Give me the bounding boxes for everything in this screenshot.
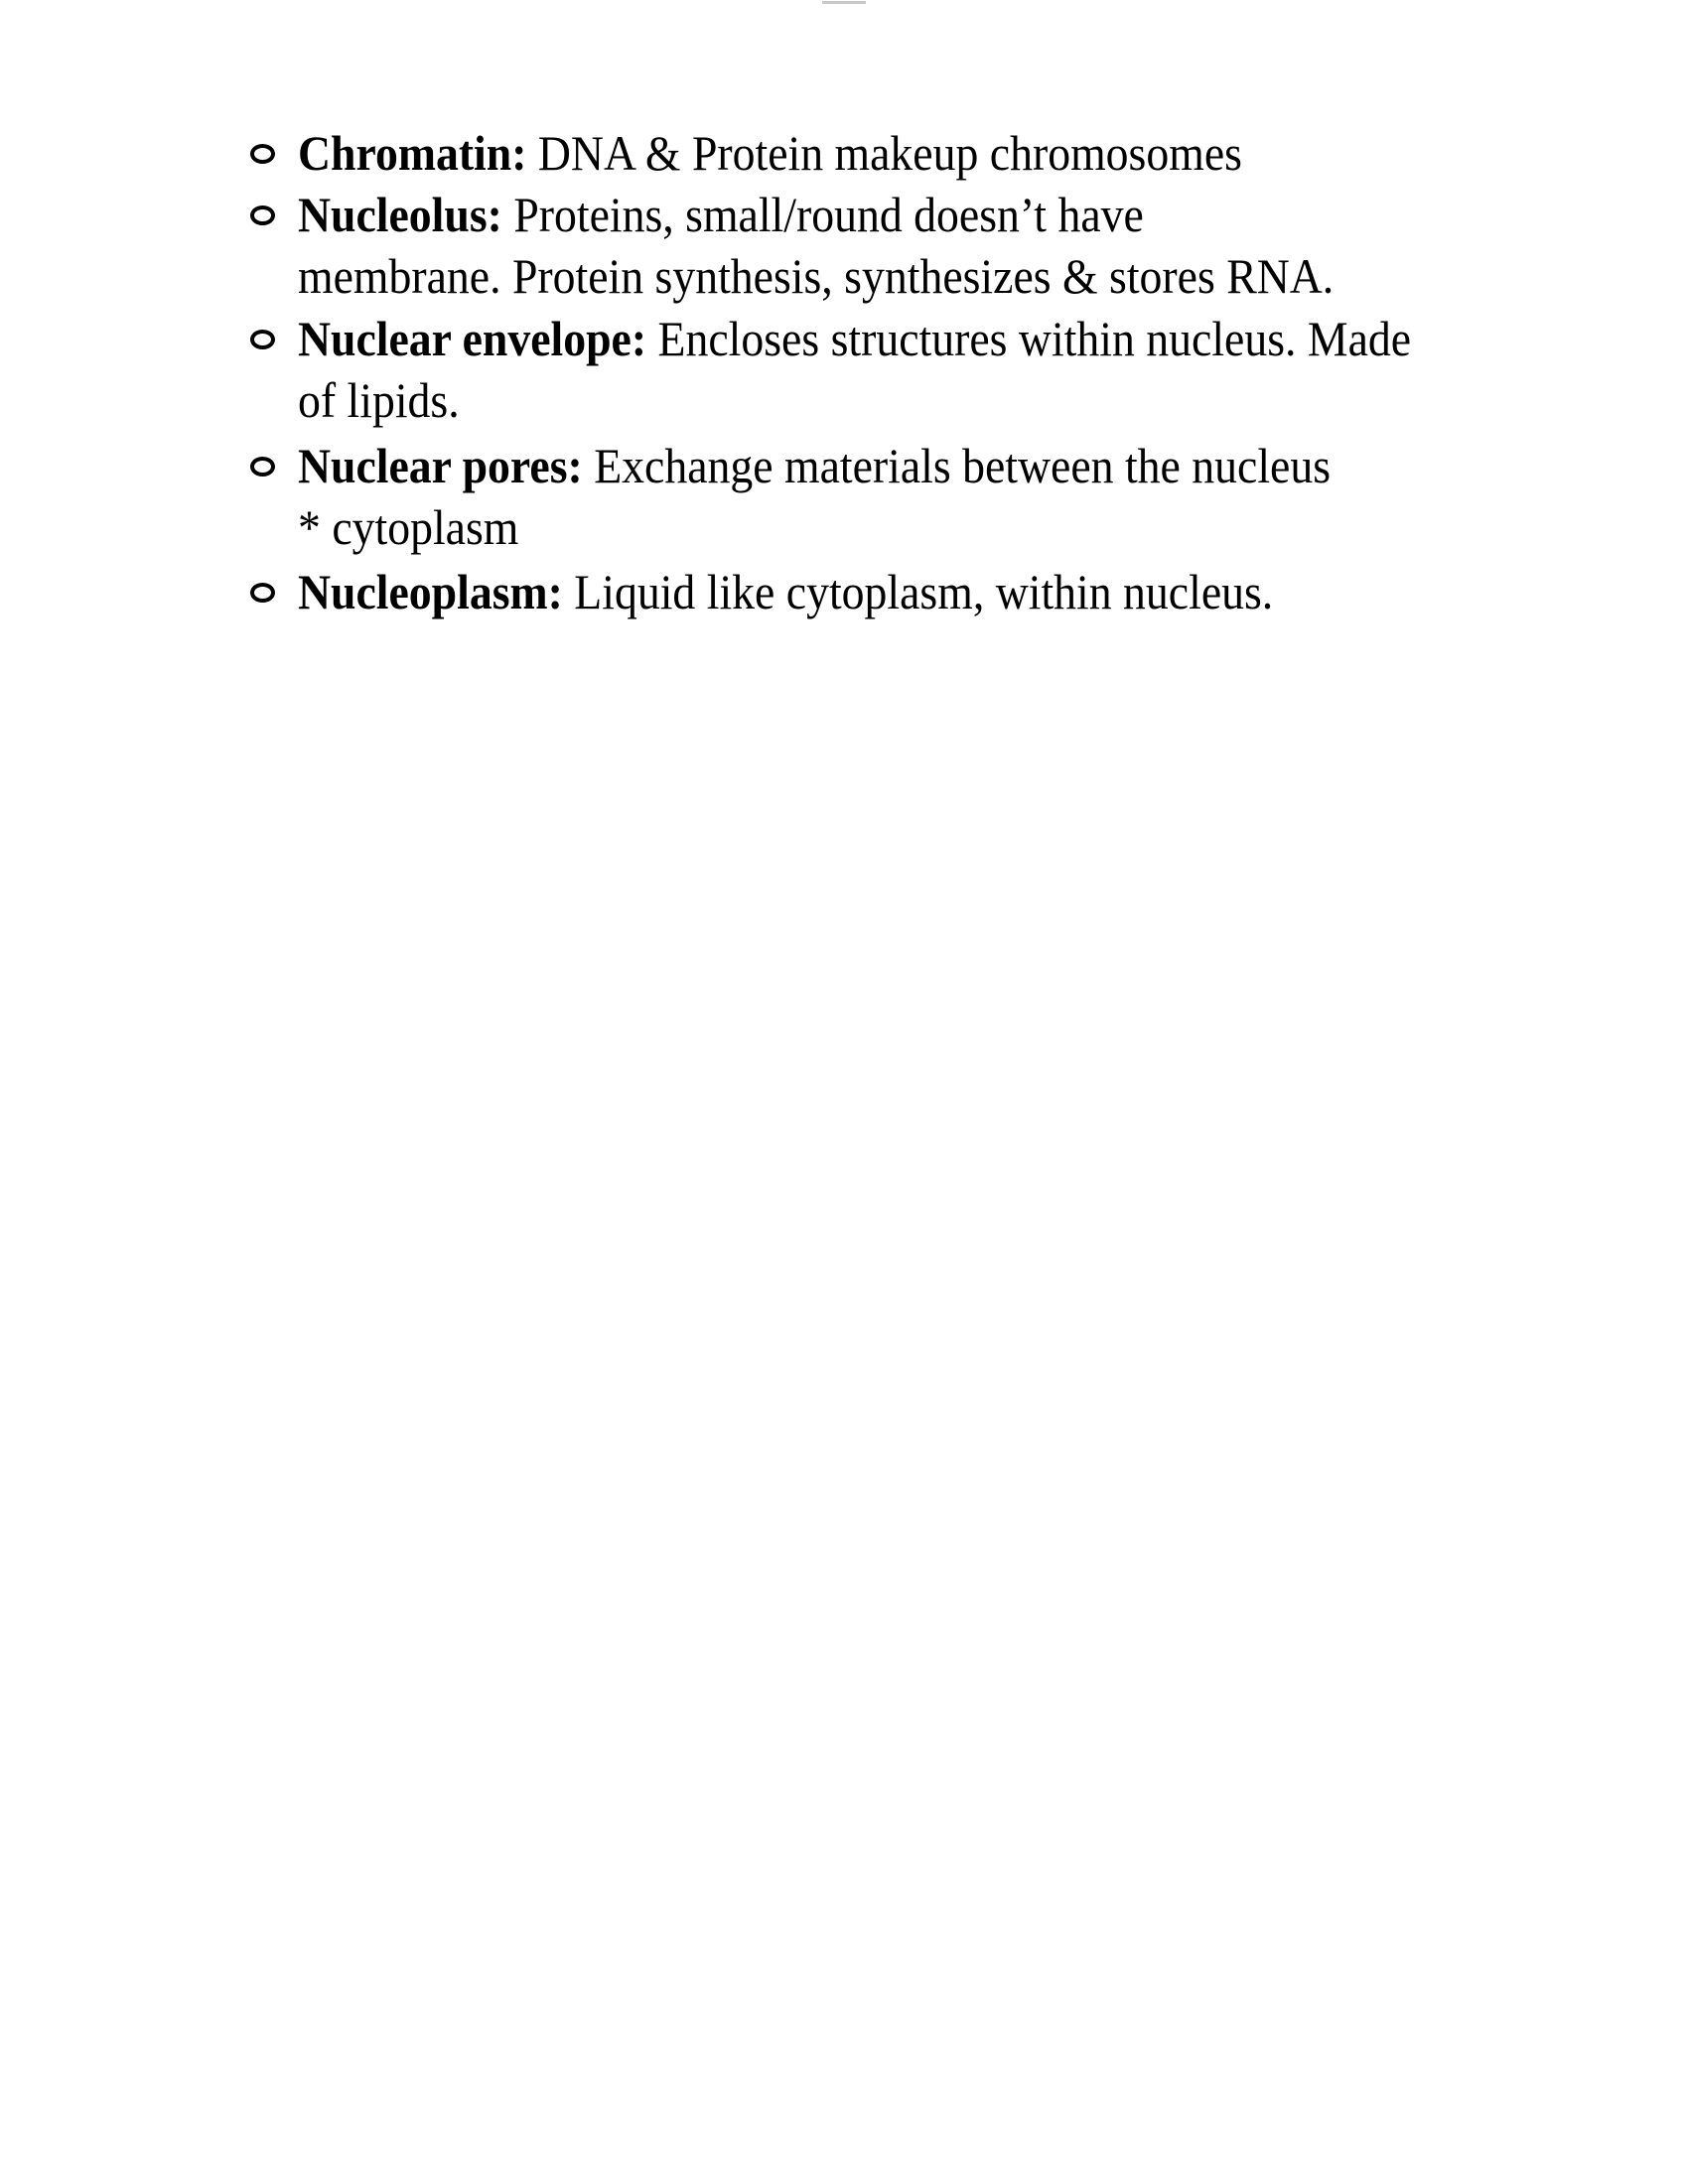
- term-label: Nucleoplasm:: [298, 564, 563, 619]
- list-item-text: [298, 122, 1242, 184]
- definition-text: Exchange materials between the nucleus: [594, 438, 1332, 493]
- hollow-circle-bullet-icon: [250, 457, 275, 477]
- term-label: Nucleolus:: [298, 187, 502, 242]
- term-label: Nuclear envelope:: [298, 311, 647, 366]
- definition-text: Liquid like cytoplasm, within nucleus.: [574, 564, 1274, 619]
- hollow-circle-bullet-icon: [250, 583, 275, 603]
- definition-text: DNA & Protein makeup chromosomes: [537, 125, 1242, 181]
- definition-text-continued: * cytoplasm: [298, 499, 519, 555]
- list-item-text: [298, 308, 1411, 369]
- list-item-text: [298, 561, 1273, 622]
- hollow-circle-bullet-icon: [250, 205, 275, 225]
- term-label: Chromatin:: [298, 125, 527, 181]
- list-item-text: [298, 184, 1144, 245]
- hollow-circle-bullet-icon: [250, 330, 275, 349]
- list-item-text: [298, 435, 1331, 496]
- definition-text: Proteins, small/round doesn’t have: [513, 187, 1144, 242]
- hollow-circle-bullet-icon: [250, 144, 275, 164]
- term-label: Nuclear pores:: [298, 438, 583, 493]
- header-watermark: [822, 1, 866, 4]
- definition-text-continued: of lipids.: [298, 372, 460, 428]
- definition-text: Encloses structures within nucleus. Made: [657, 311, 1412, 366]
- definition-text-continued: membrane. Protein synthesis, synthesizes & stores RNA.: [298, 248, 1335, 304]
